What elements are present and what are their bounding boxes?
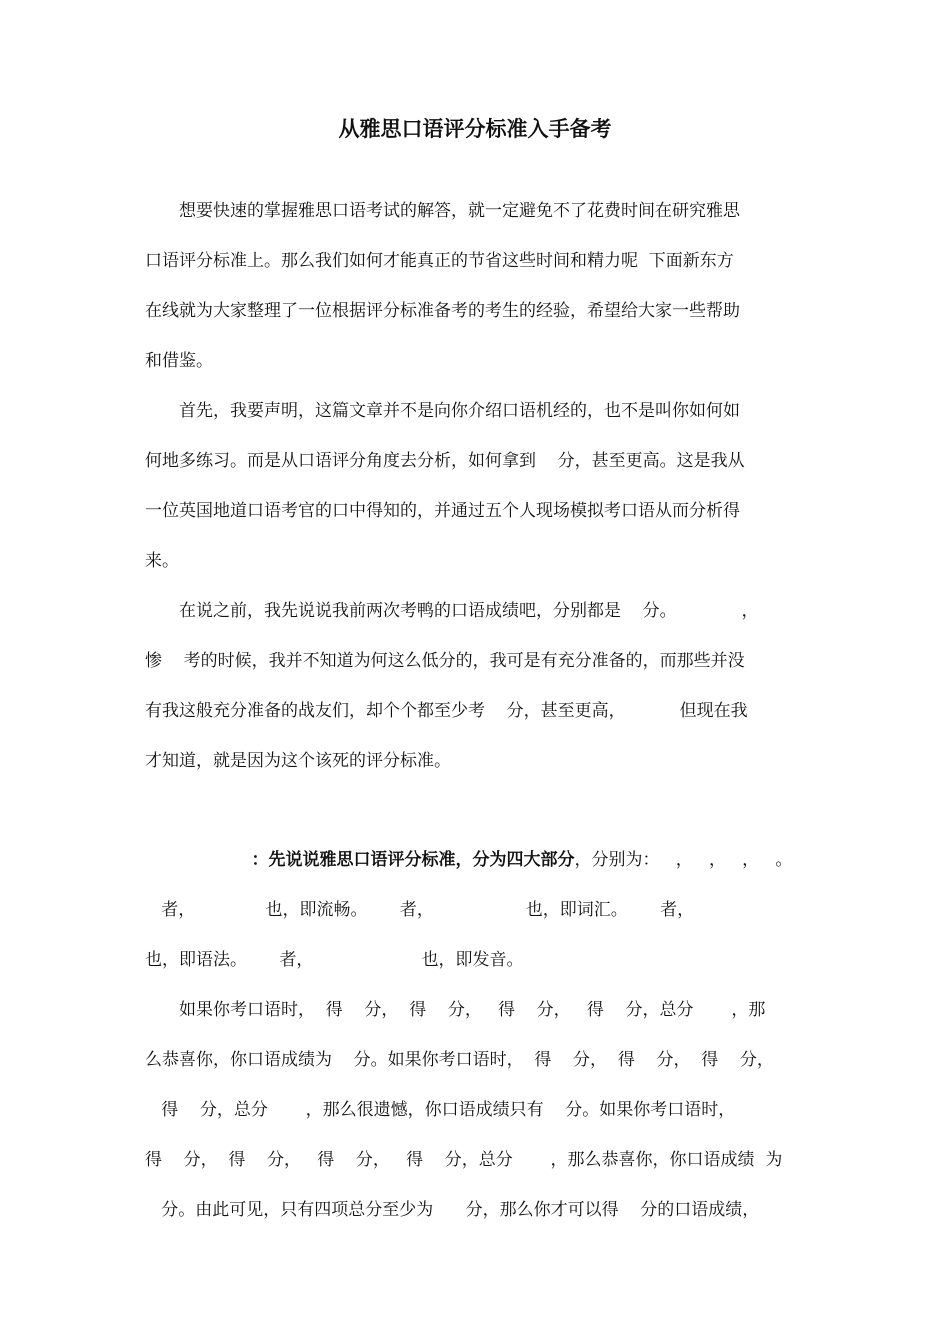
paragraph-line: 惨 考的时候，我并不知道为何这么低分的，我可是有充分准备的，而那些并没 xyxy=(145,651,745,671)
paragraph-line: 首先，我要声明，这篇文章并不是向你介绍口语机经的，也不是叫你如何如 xyxy=(145,401,740,421)
paragraph-line: 在说之前，我先说说我前两次考鸭的口语成绩吧，分别都是 分。 ， xyxy=(145,601,759,621)
paragraph-line: 想要快速的掌握雅思口语考试的解答，就一定避免不了花费时间在研究雅思 xyxy=(145,201,740,221)
paragraph-line: 和借鉴。 xyxy=(145,351,213,371)
document-title: 从雅思口语评分标准入手备考 xyxy=(338,117,612,141)
paragraph-line: ：先说说雅思口语评分标准，分为四大部分，分别为： ， ， ， 。 xyxy=(145,850,793,870)
paragraph-line: 得 分，总分 ，那么很遗憾，你口语成绩只有 分。如果你考口语时， xyxy=(145,1100,736,1120)
paragraph-line: 在线就为大家整理了一位根据评分标准备考的考生的经验，希望给大家一些帮助 xyxy=(145,301,740,321)
paragraph-line: 何地多练习。而是从口语评分角度去分析，如何拿到 分，甚至更高。这是我从 xyxy=(145,451,745,471)
paragraph-line: 么恭喜你，你口语成绩为 分。如果你考口语时， 得 分， 得 分， 得 分， xyxy=(145,1050,774,1070)
paragraph-line: 如果你考口语时， 得 分， 得 分， 得 分， 得 分，总分 ，那 xyxy=(145,1000,766,1020)
paragraph-line: 者， 也，即流畅。 者， 也，即词汇。 者， xyxy=(145,900,695,920)
paragraph-line: 也，即语法。 者， 也，即发音。 xyxy=(145,950,524,970)
paragraph-line: 一位英国地道口语考官的口中得知的，并通过五个人现场模拟考口语从而分析得 xyxy=(145,501,740,521)
paragraph-line: 有我这般充分准备的战友们，却个个都至少考 分，甚至更高， 但现在我 xyxy=(145,701,748,721)
paragraph-line: 分。由此可见，只有四项总分至少为 分，那么你才可以得 分的口语成绩， xyxy=(145,1200,760,1220)
paragraph-line: 来。 xyxy=(145,551,179,571)
paragraph-line: 口语评分标准上。那么我们如何才能真正的节省这些时间和精力呢 下面新东方 xyxy=(145,251,734,271)
paragraph-line: 才知道，就是因为这个该死的评分标准。 xyxy=(145,751,451,771)
bold-heading: ：先说说雅思口语评分标准，分为四大部分 xyxy=(145,850,575,870)
paragraph-line: 得 分， 得 分， 得 分， 得 分，总分 ，那么恭喜你，你口语成绩 为 xyxy=(145,1150,783,1170)
